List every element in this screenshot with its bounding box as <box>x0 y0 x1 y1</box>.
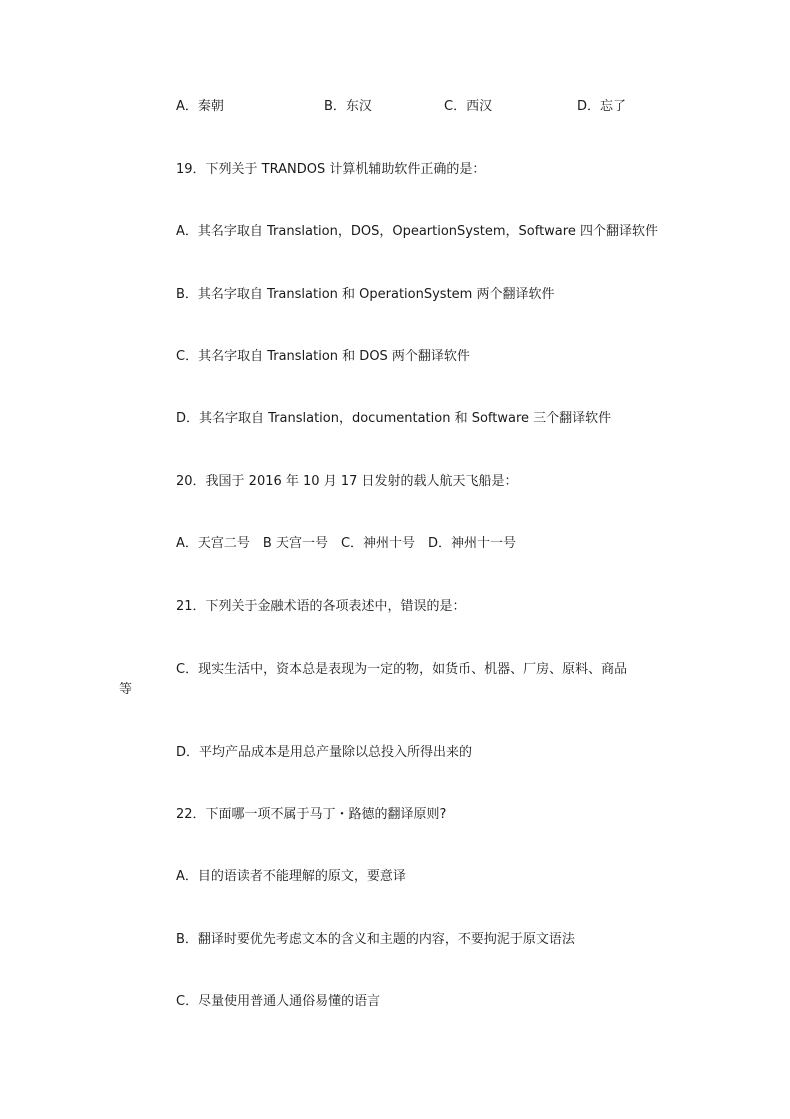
q20-stem: 20．我国于 2016 年 10 月 17 日发射的载人航天飞船是： <box>176 474 518 489</box>
q22-stem: 22．下面哪一项不属于马丁・路德的翻译原则? <box>176 807 447 822</box>
q19-stem: 19．下列关于 TRANDOS 计算机辅助软件正确的是： <box>176 162 486 177</box>
q20-options: A．天宫二号 B 天宫一号 C．神州十号 D．神州十一号 <box>176 536 517 551</box>
q21-stem: 21．下列关于金融术语的各项表述中，错误的是： <box>176 599 466 614</box>
q21-option-c: C．现实生活中，资本总是表现为一定的物，如货币、机器、厂房、原料、商品 <box>176 662 628 677</box>
q18-option-c: C．西汉 <box>444 99 493 114</box>
q19-option-b: B．其名字取自 Translation 和 OperationSystem 两个翻译软件 <box>176 287 555 302</box>
q19-option-c: C．其名字取自 Translation 和 DOS 两个翻译软件 <box>176 349 470 364</box>
q19-option-a: A．其名字取自 Translation，DOS，OpeartionSystem，Software 四个翻译软件 <box>176 224 658 239</box>
q18-option-b: B．东汉 <box>324 99 372 114</box>
q22-option-a: A．目的语读者不能理解的原文，要意译 <box>176 869 406 884</box>
q22-option-b: B．翻译时要优先考虑文本的含义和主题的内容，不要拘泥于原文语法 <box>176 932 575 947</box>
q21-option-c-continuation: 等 <box>119 682 133 697</box>
q18-option-d: D．忘了 <box>577 99 627 114</box>
q18-option-a: A．秦朝 <box>176 99 224 114</box>
q21-option-d: D．平均产品成本是用总产量除以总投入所得出来的 <box>176 745 473 760</box>
q22-option-c: C．尽量使用普通人通俗易懂的语言 <box>176 994 381 1009</box>
q19-option-d: D．其名字取自 Translation，documentation 和 Software 三个翻译软件 <box>176 411 612 426</box>
